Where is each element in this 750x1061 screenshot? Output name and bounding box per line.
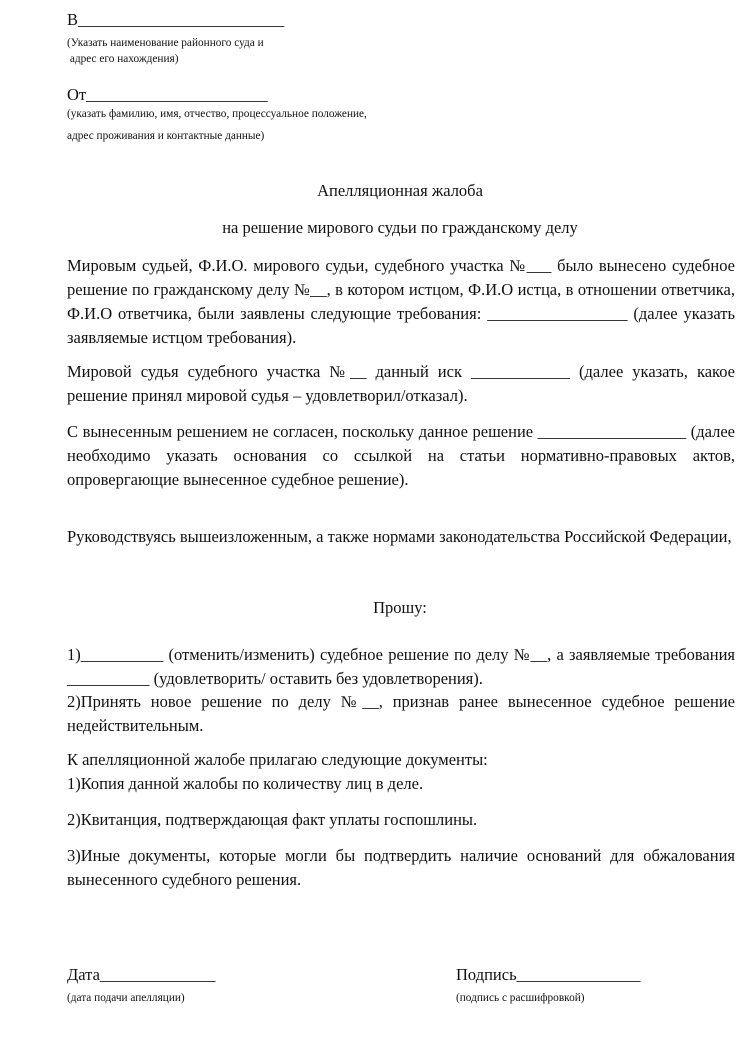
request-item-2: 2)Принять новое решение по делу №__, признав ранее вынесенное судебное решение недействительным. <box>67 692 735 735</box>
request-item-1: 1)__________ (отменить/изменить) судебное решение по делу №__, а заявляемые требования __________ (удовлетворить/ оставить без удовлетворения). <box>67 645 735 688</box>
attachment-item-3: 3)Иные документы, которые могли бы подтвердить наличие оснований для обжалования вынесенного судебного решения. <box>67 846 735 889</box>
court-address-line: В_________________________ <box>67 10 285 29</box>
attachment-item-1: 1)Копия данной жалобы по количеству лиц в деле. <box>67 774 424 793</box>
date-line: Дата______________ <box>67 965 216 984</box>
document-subtitle: на решение мирового судьи по гражданскому делу <box>222 218 578 237</box>
signature-line: Подпись_______________ <box>456 965 641 984</box>
applicant-line: От______________________ <box>67 85 268 104</box>
attachment-item-2: 2)Квитанция, подтверждающая факт уплаты госпошлины. <box>67 810 478 829</box>
court-address-hint: (Указать наименование районного суда и <box>67 37 264 49</box>
date-hint: (дата подачи апелляции) <box>67 992 185 1004</box>
paragraph-decision: Мировой судья судебного участка №__ данный иск ____________ (далее указать, какое решение принял мировой судья – удовлетворил/отказал). <box>67 362 735 405</box>
applicant-hint: (указать фамилию, имя, отчество, процессуальное положение, <box>67 108 367 120</box>
attachments-heading: К апелляционной жалобе прилагаю следующие документы: <box>67 750 488 769</box>
document-title: Апелляционная жалоба <box>317 181 483 200</box>
paragraph-disagreement: С вынесенным решением не согласен, поскольку данное решение __________________ (далее необходимо указать основания со ссылкой на статьи нормативно-правовых актов, опровергающие вынесенное судебное решение). <box>67 422 735 489</box>
request-heading: Прошу: <box>373 598 427 617</box>
applicant-hint-2: адрес проживания и контактные данные) <box>67 130 265 142</box>
paragraph-circumstances: Мировым судьей, Ф.И.О. мирового судьи, судебного участка №___ было вынесено судебное решение по гражданскому делу №__, в котором истцом, Ф.И.О истца, в отношении ответчика, Ф.И.О ответчика, были заявлены следующие требования: _________________ (далее указать заявляемые истцом требования). <box>67 256 735 347</box>
signature-hint: (подпись с расшифровкой) <box>456 992 585 1004</box>
paragraph-grounds: Руководствуясь вышеизложенным, а также нормами законодательства Российской Федерации, <box>67 527 732 546</box>
court-address-hint-2: адрес его нахождения) <box>67 53 179 65</box>
